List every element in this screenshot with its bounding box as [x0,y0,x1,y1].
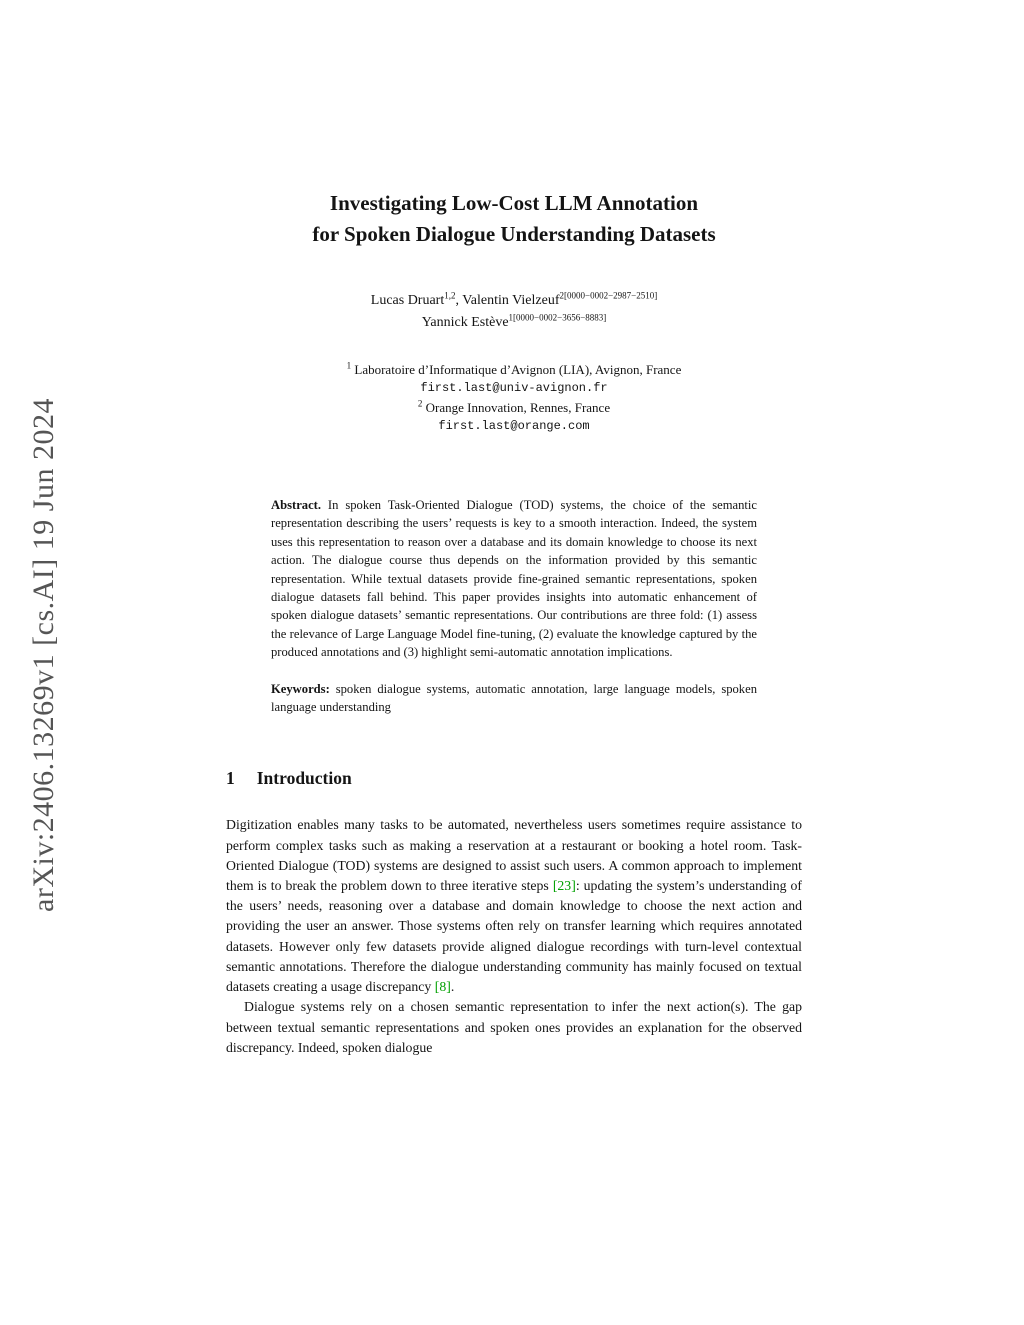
arxiv-watermark: arXiv:2406.13269v1 [cs.AI] 19 Jun 2024 [27,398,60,912]
affiliation-1 [226,360,802,379]
author-line1 [226,290,802,312]
author-affmark-druart: 1,2 [444,290,456,301]
affiliation-2-marker: 2 [417,398,423,409]
author-name-druart: Lucas Druart [370,293,445,308]
paper-title-line1: Investigating Low-Cost LLM Annotation [329,191,699,215]
paper-title [226,188,802,250]
section-number: 1 [226,768,235,789]
affiliation-1-email[interactable]: first.last@univ-avignon.fr [420,381,608,395]
abstract-text: In spoken Task-Oriented Dialogue (TOD) systems, the choice of the semantic representation describing the users’ requests is key to a smooth interaction. Indeed, the system uses this representation to reason over a database and its domain knowledge to choose its next action. The dialogue course thus depends on the information provided by this semantic representation. While textual datasets provide fine-grained semantic representations, spoken dialogue datasets fall behind. This paper provides insights into automatic enhancement of spoken dialogue datasets’ semantic representations. Our contributions are three fold: (1) assess the relevance of Large Language Model fine-tuning, (2) evaluate the knowledge captured by the produced annotations and (3) highlight semi-automatic annotation implications. [271,498,757,660]
author-orcid-esteve: 1[0000−0002−3656−8883] [508,312,607,323]
affiliation-block [226,360,802,436]
paper-title-line2: for Spoken Dialogue Understanding Datasets [312,222,716,246]
intro-p2-text: Dialogue systems rely on a chosen semantic representation to infer the next action(s). The gap between textual semantic representations and spoken ones provides an explanation for the observed discrepancy. Indeed, spoken dialogue [226,999,802,1055]
intro-p1-text-a: Digitization enables many tasks to be automated, nevertheless users sometimes require assistance to perform complex tasks such as making a reservation at a restaurant or booking a hotel room. Task-Oriented Dialogue (TOD) systems are designed to assist such users. A common approach to implement them is to break the problem down to three iterative steps [226,817,802,894]
section-title: Introduction [256,768,352,789]
author-line2 [226,312,802,334]
intro-paragraph-2 [226,997,802,1058]
author-block [226,290,802,334]
citation-8[interactable]: [8] [434,979,451,995]
paper-content [226,188,802,1058]
keywords-label: Keywords: [271,681,330,696]
affiliation-1-marker: 1 [346,360,352,371]
affiliation-2-email[interactable]: first.last@orange.com [438,419,590,433]
affiliation-2-text: Orange Innovation, Rennes, France [422,400,611,415]
keywords-text: spoken dialogue systems, automatic annotation, large language models, spoken language understanding [271,681,757,715]
intro-paragraph-1 [226,815,802,997]
author-name-esteve: Yannick Estève [421,315,509,330]
abstract [271,496,757,662]
keywords [271,680,757,717]
affiliation-2 [226,398,802,417]
intro-p1-text-c: . [450,979,455,995]
affiliation-1-text: Laboratoire d’Informatique d’Avignon (LIA), Avignon, France [351,362,682,377]
citation-23[interactable]: [23] [552,878,576,894]
abstract-label: Abstract. [271,498,322,512]
section-heading-introduction [226,768,802,789]
author-orcid-vielzeuf: 2[0000−0002−2987−2510] [559,290,658,301]
author-separator: , [455,293,463,308]
author-name-vielzeuf: Valentin Vielzeuf [462,293,560,308]
intro-p1-text-b: : updating the system’s understanding of the users’ needs, reasoning over a database and domain knowledge to choose the next action and providing the user an answer. Those systems often rely on transfer learning which requires annotated datasets. However only few datasets provide aligned dialogue recordings with turn-level contextual semantic annotations. Therefore the dialogue understanding community has mainly focused on textual datasets creating a usage discrepancy [226,878,802,995]
